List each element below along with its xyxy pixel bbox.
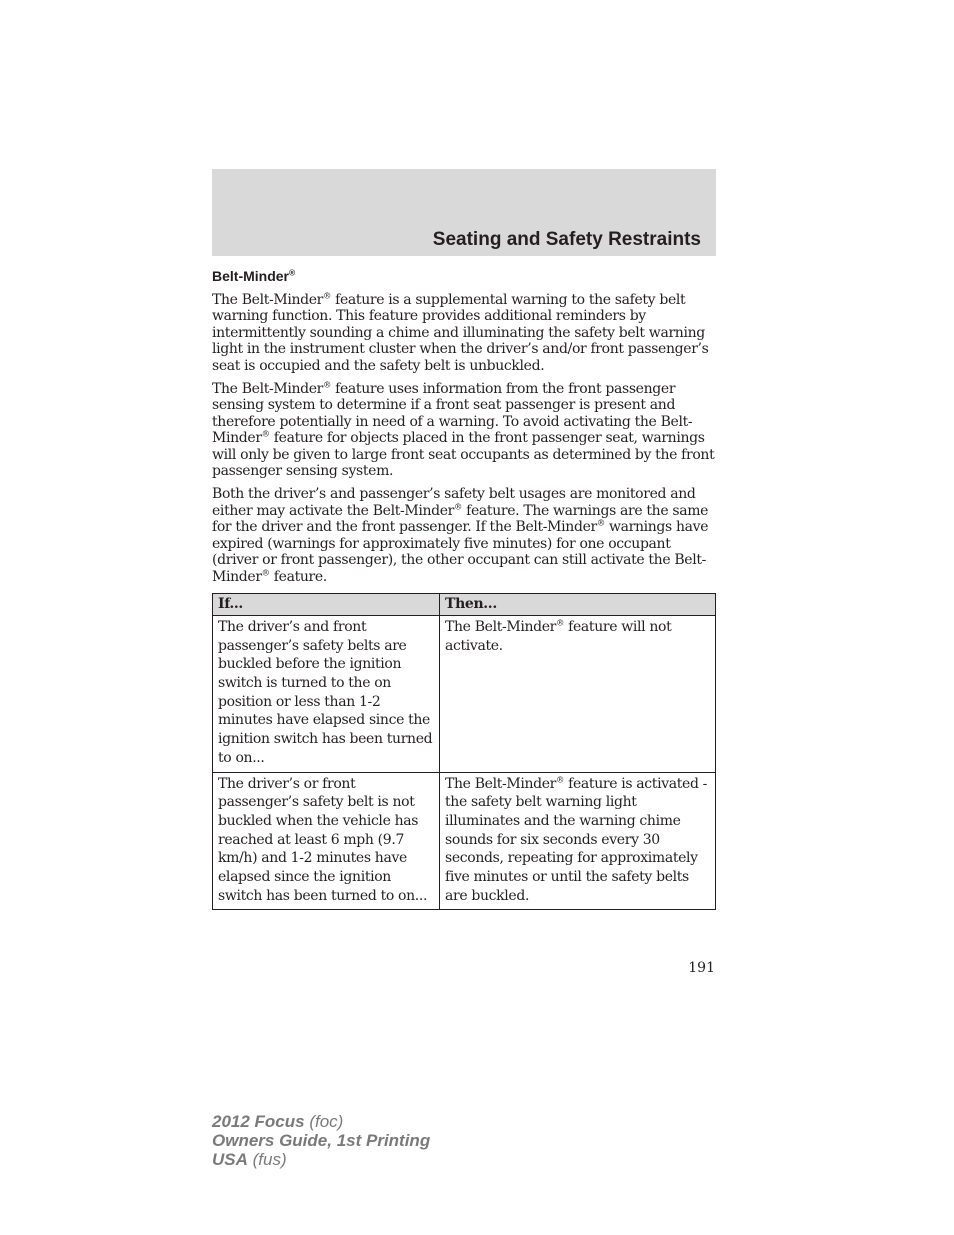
belt-minder-heading bbox=[212, 267, 716, 285]
footer-line-model: 2012 Focus (foc) bbox=[212, 1112, 344, 1131]
table-cell-if: The driver’s or front passenger’s safety belt is not buckled when the vehicle has reached at least 6 mph (9.7 km/h) and 1-2 minutes have elapsed since the ignition switch has been turned to on... bbox=[213, 772, 440, 910]
table-header-if: If... bbox=[213, 593, 440, 615]
belt-minder-heading-text: Belt-Minder bbox=[212, 268, 289, 284]
page-content bbox=[212, 267, 716, 910]
table-cell-if: The driver’s and front passenger’s safety belts are buckled before the ignition switch is turned to the on position or less than 1-2 minutes have elapsed since the ignition switch has been turned to on... bbox=[213, 615, 440, 772]
table-cell-then: The Belt-Minder® feature will not activate. bbox=[440, 615, 716, 772]
belt-minder-table bbox=[212, 593, 716, 911]
table-header-row bbox=[213, 593, 716, 615]
paragraph-occupants: Both the driver’s and passenger’s safety belt usages are monitored and either may activate the Belt-Minder® feature. The warnings are the same for the driver and the front passenger. If the Belt-Minder® warnings have expired (warnings for approximately five minutes) for one occupant (driver or front passenger), the other occupant can still activate the Belt-Minder® feature. bbox=[212, 486, 709, 585]
page-number: 191 bbox=[688, 960, 715, 976]
table-cell-then: The Belt-Minder® feature is activated - the safety belt warning light illuminates and the warning chime sounds for six seconds every 30 seconds, repeating for approximately five minutes or until the safety belts are buckled. bbox=[440, 772, 716, 910]
table-row bbox=[213, 772, 716, 910]
section-header-band bbox=[212, 169, 716, 256]
registered-mark: ® bbox=[289, 267, 296, 278]
paragraph-intro: The Belt-Minder® feature is a supplemental warning to the safety belt warning function. This feature provides additional reminders by intermittently sounding a chime and illuminating the safety belt warning light in the instrument cluster when the driver’s and/or front passenger’s seat is occupied and the safety belt is unbuckled. bbox=[212, 290, 709, 374]
section-title: Seating and Safety Restraints bbox=[432, 229, 701, 250]
footer-line-printing: Owners Guide, 1st Printing bbox=[212, 1131, 431, 1150]
table-row bbox=[213, 615, 716, 772]
footer-line-market: USA (fus) bbox=[212, 1150, 287, 1169]
table-header-then: Then... bbox=[440, 593, 716, 615]
footer-edition-info bbox=[212, 1112, 430, 1169]
paragraph-sensing-system: The Belt-Minder® feature uses information from the front passenger sensing system to determine if a front seat passenger is present and therefore potentially in need of a warning. To avoid activating the Belt-Minder® feature for objects placed in the front passenger seat, warnings will only be given to large front seat occupants as determined by the front passenger sensing system. bbox=[212, 379, 715, 480]
